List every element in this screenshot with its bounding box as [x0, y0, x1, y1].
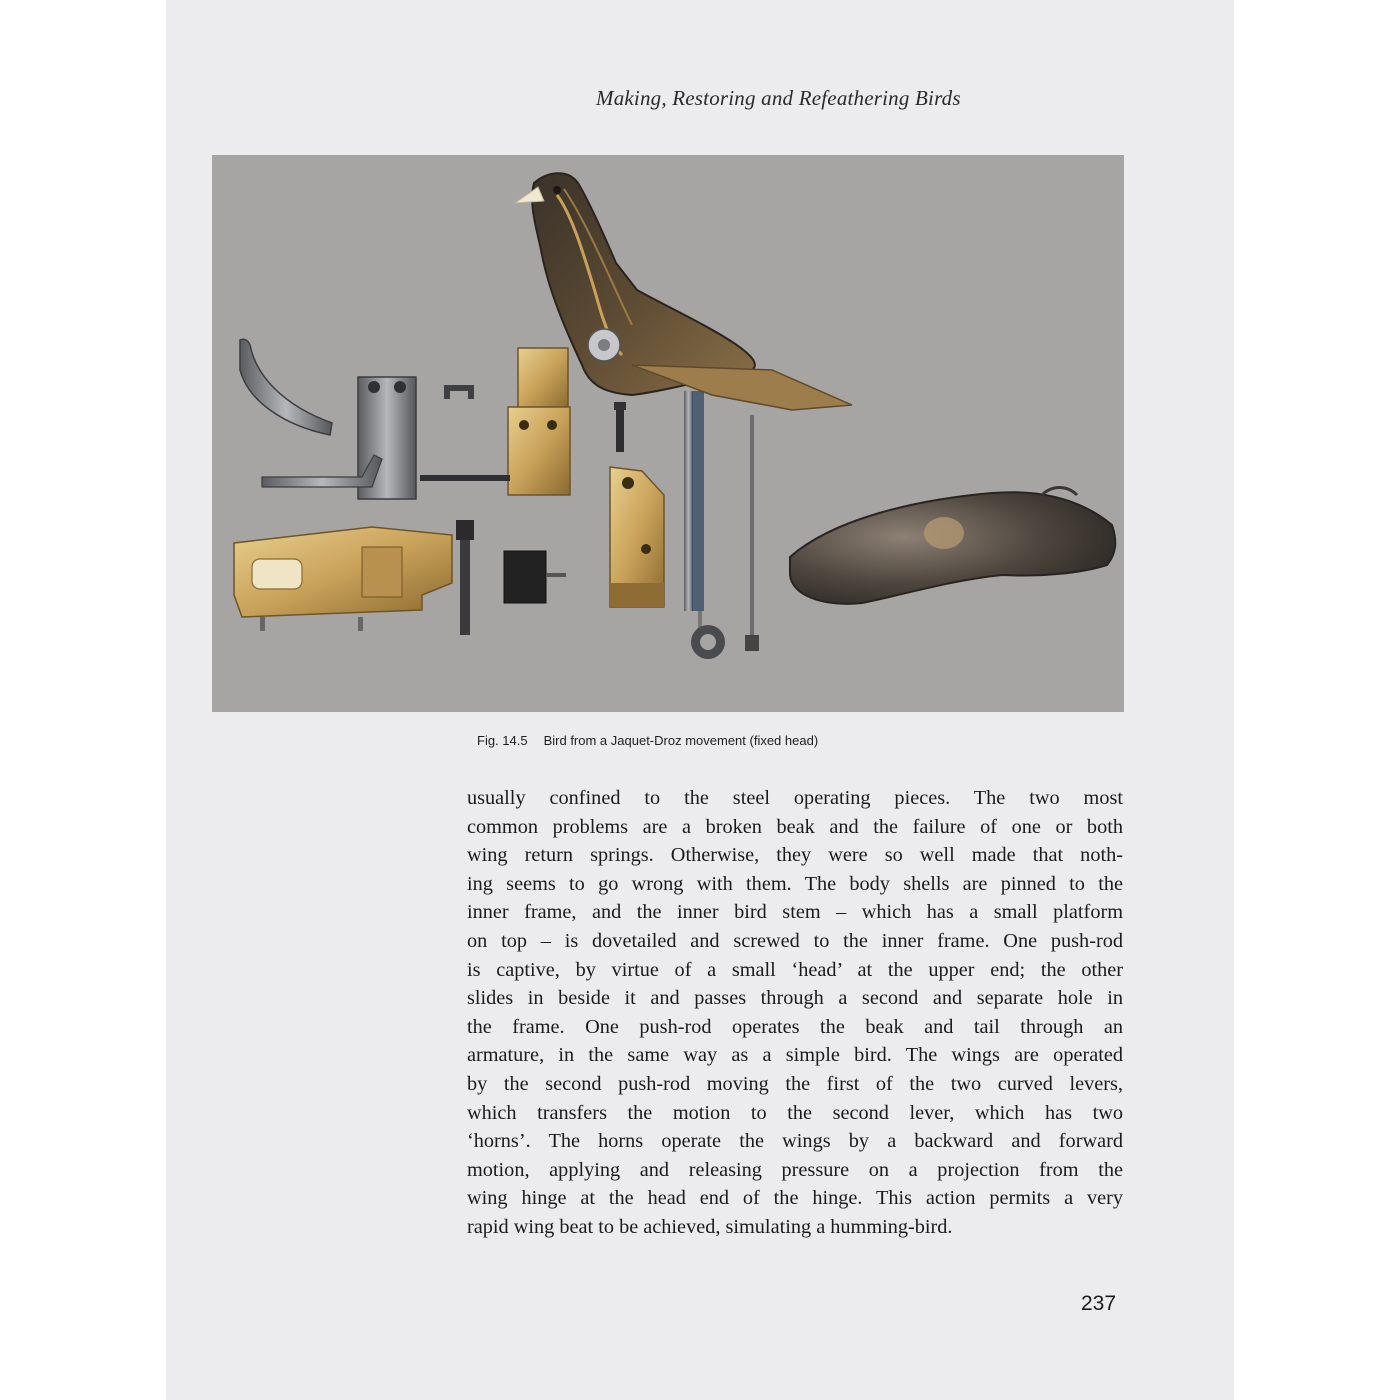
brass-block [420, 348, 570, 495]
text-line: common problems are a broken beak and the failure of one or both [467, 815, 1123, 838]
text-line: on top – is dovetailed and screwed to the inner frame. One push-rod [467, 929, 1123, 952]
book-page [166, 0, 1234, 1400]
text-line: the frame. One push-rod operates the beak and tail through an [467, 1015, 1123, 1038]
text-line: slides in beside it and passes through a second and separate hole in [467, 987, 1123, 1010]
pinion-gear [504, 551, 566, 603]
text-line: wing return springs. Otherwise, they were so well made that noth- [467, 844, 1123, 867]
text-line: rapid wing beat to be achieved, simulating a humming-bird. [467, 1215, 953, 1238]
small-clip [444, 385, 474, 399]
figure-number: Fig. 14.5 [477, 733, 528, 748]
bird-shell [790, 488, 1115, 604]
bird-parts-illustration [212, 155, 1124, 712]
steel-lever [240, 339, 332, 435]
text-line: usually confined to the steel operating pieces. The two most [467, 787, 1123, 809]
text-line: is captive, by virtue of a small ‘head’ at the upper end; the other [467, 958, 1123, 981]
figure-caption-text: Bird from a Jaquet-Droz movement (fixed head) [543, 733, 819, 748]
figure-photo [212, 155, 1124, 712]
text-line: ‘horns’. The horns operate the wings by a backward and forward [467, 1130, 1123, 1153]
steel-plate [262, 377, 416, 499]
text-line: motion, applying and releasing pressure on a projection from the [467, 1158, 1123, 1181]
long-screw [456, 520, 474, 635]
page-number: 237 [1081, 1292, 1117, 1315]
brass-frame [234, 527, 452, 631]
running-head: Making, Restoring and Refeathering Birds [596, 86, 961, 110]
body-paragraph [467, 784, 1123, 1242]
text-line: by the second push-rod moving the first of the two curved levers, [467, 1072, 1123, 1095]
text-line: armature, in the same way as a simple bird. The wings are operated [467, 1044, 1123, 1067]
brass-bracket [610, 467, 664, 607]
text-line: inner frame, and the inner bird stem – which has a small platform [467, 901, 1123, 924]
figure-caption [477, 733, 818, 748]
text-line: wing hinge at the head end of the hinge. This action permits a very [467, 1187, 1123, 1210]
star-washer [691, 625, 725, 659]
text-line: which transfers the motion to the second lever, which has two [467, 1101, 1123, 1124]
text-line: ing seems to go wrong with them. The body shells are pinned to the [467, 872, 1123, 895]
push-rod [745, 415, 759, 651]
small-screw [614, 402, 626, 452]
